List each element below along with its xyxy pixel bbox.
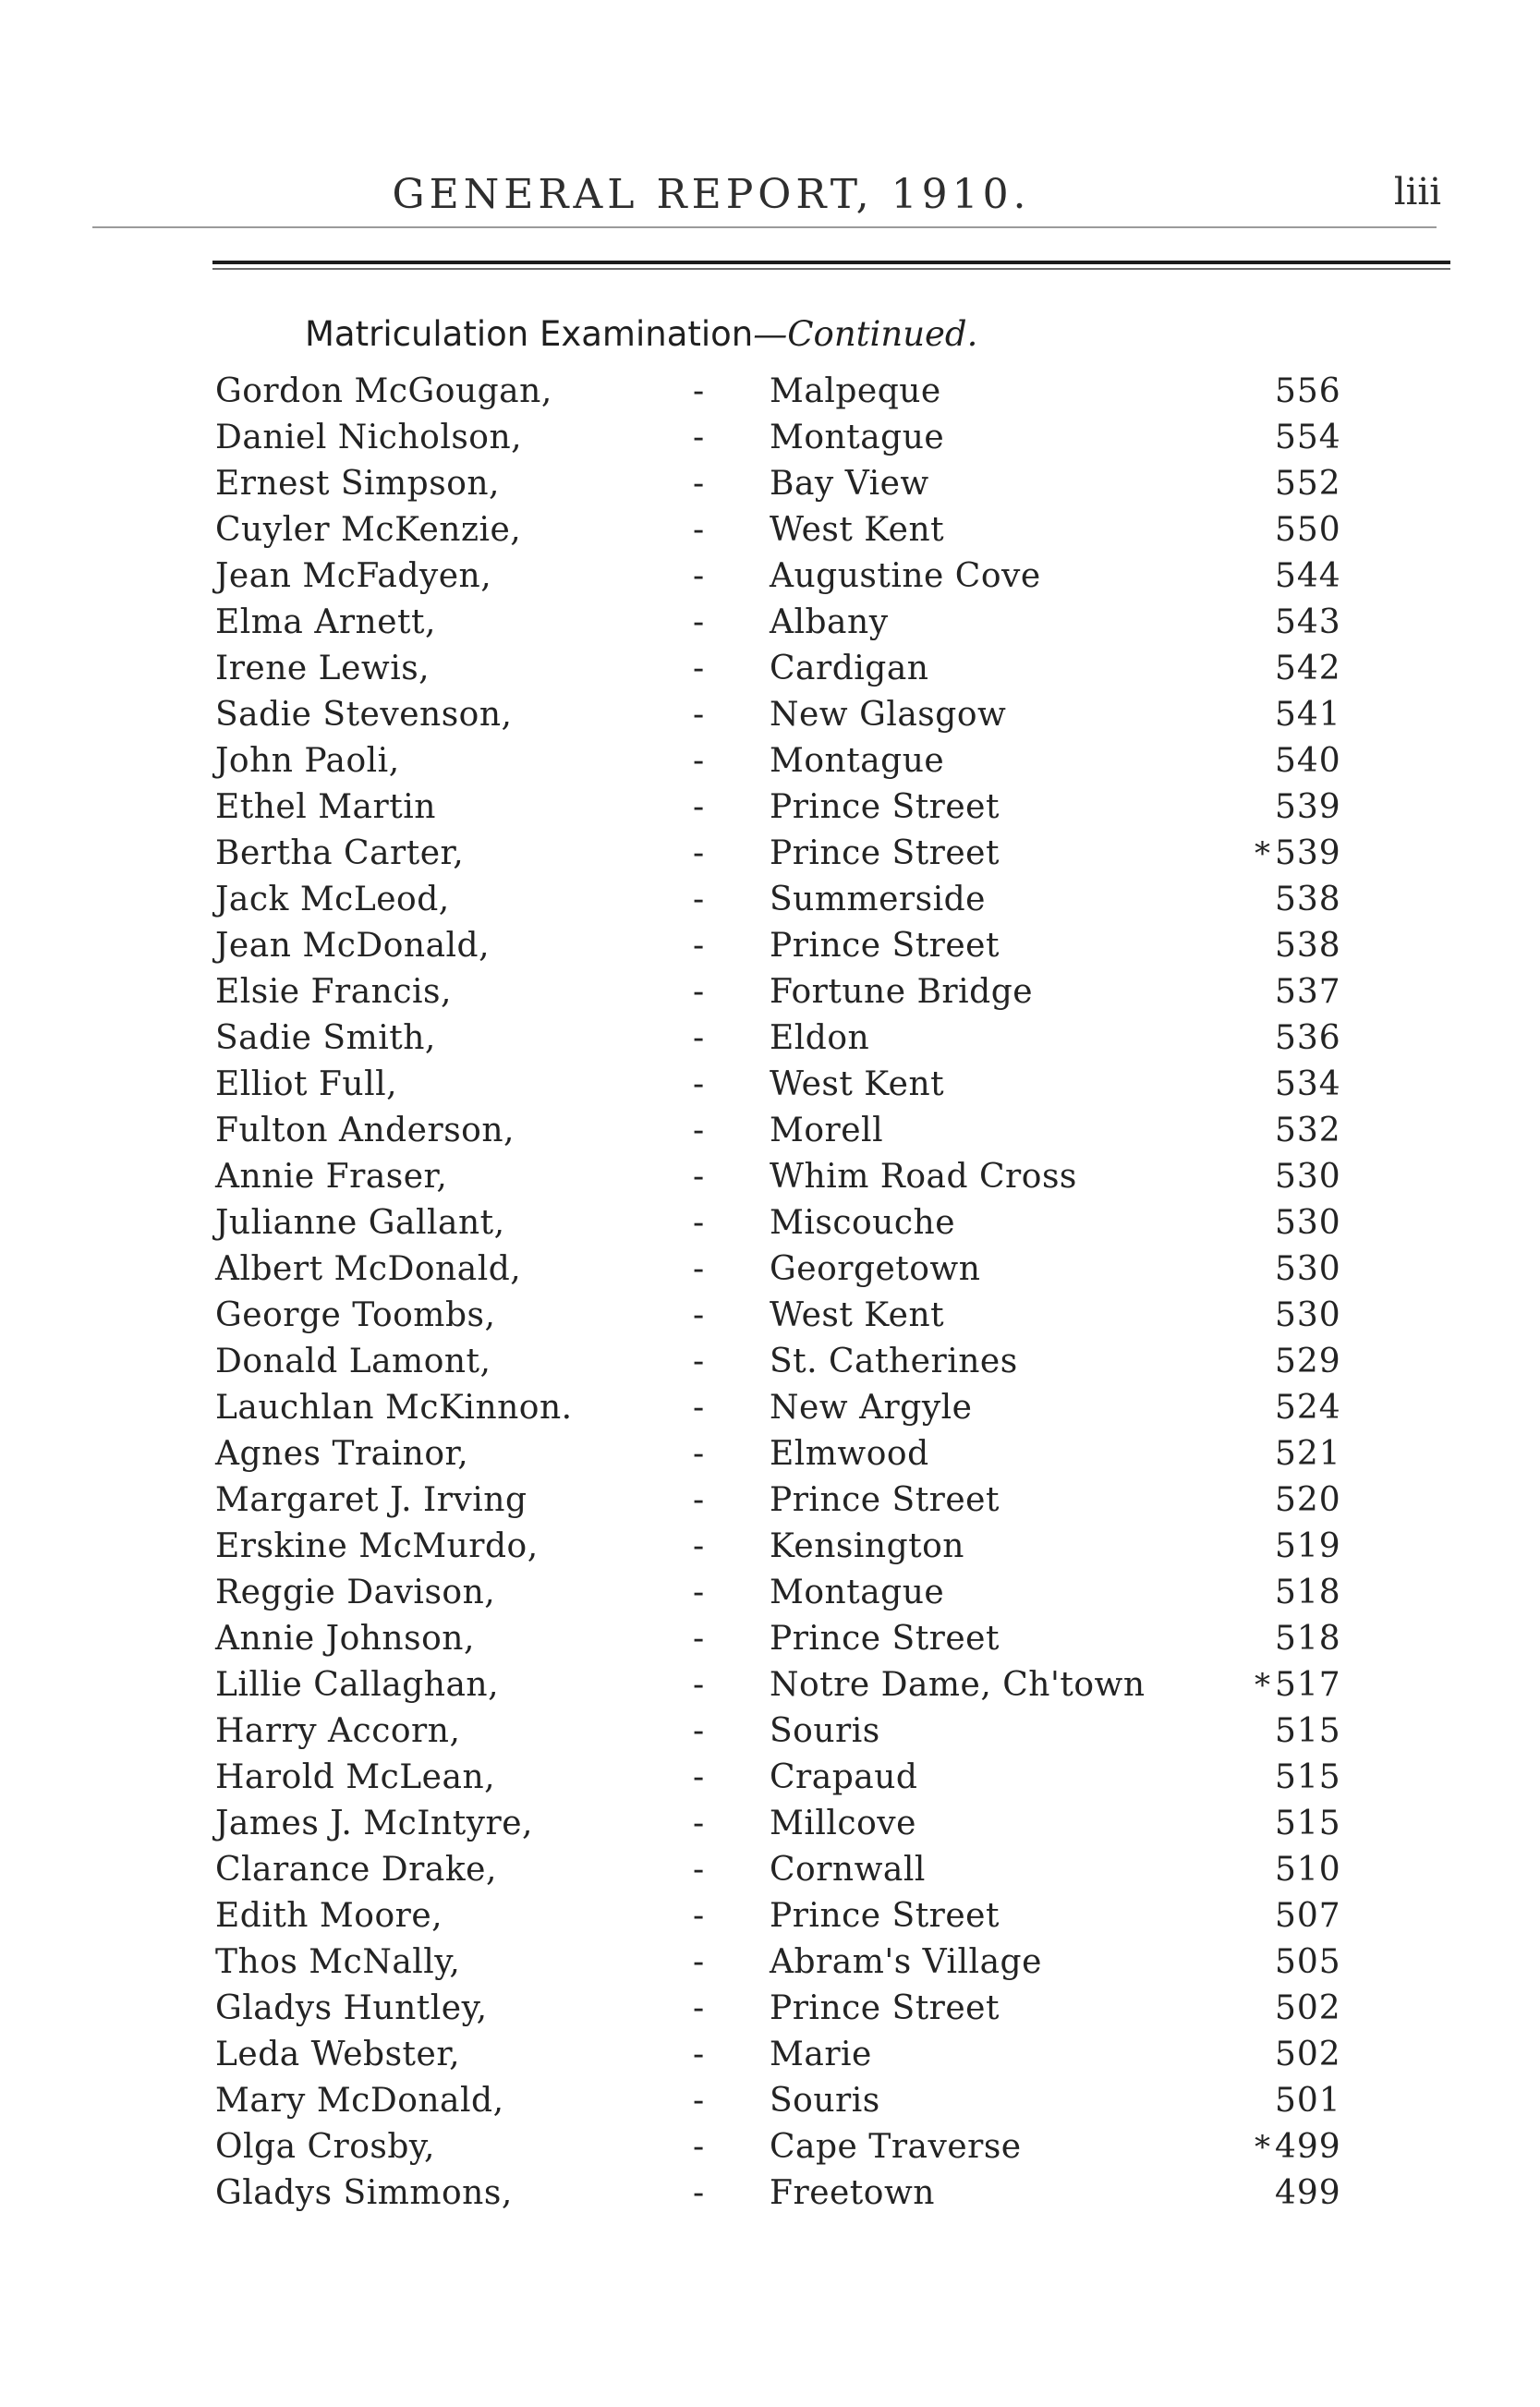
candidate-name: James J. McIntyre,	[215, 1805, 533, 1842]
separator-dash: -	[693, 1481, 705, 1519]
school-location: Albany	[770, 603, 889, 641]
marks-total: 530	[1275, 1204, 1341, 1242]
school-location: West Kent	[770, 511, 945, 549]
school-location: St. Catherines	[770, 1343, 1018, 1380]
marks-total: 537	[1275, 973, 1341, 1011]
marks-total: 550	[1275, 511, 1341, 549]
separator-dash: -	[693, 973, 705, 1011]
separator-dash: -	[693, 1758, 705, 1796]
separator-dash: -	[693, 1112, 705, 1149]
list-item	[0, 2170, 1540, 2217]
marks-total: 532	[1275, 1112, 1341, 1149]
marks-total: 518	[1275, 1574, 1341, 1611]
candidate-name: Lillie Callaghan,	[215, 1666, 500, 1704]
list-item	[0, 831, 1540, 877]
school-location: Montague	[770, 1574, 945, 1611]
school-location: West Kent	[770, 1065, 945, 1103]
list-item	[0, 1154, 1540, 1200]
school-location: Whim Road Cross	[770, 1158, 1077, 1196]
separator-dash: -	[693, 2174, 705, 2212]
list-item	[0, 969, 1540, 1015]
list-item	[0, 1200, 1540, 1246]
candidate-name: George Toombs,	[215, 1296, 496, 1334]
separator-dash: -	[693, 419, 705, 456]
marks-total: 542	[1275, 650, 1341, 687]
marks-total: 502	[1275, 2036, 1341, 2073]
candidate-name: Erskine McMurdo,	[215, 1527, 539, 1565]
list-item	[0, 461, 1540, 507]
separator-dash: -	[693, 1666, 705, 1704]
candidate-name: Gladys Simmons,	[215, 2174, 513, 2212]
separator-dash: -	[693, 1204, 705, 1242]
results-list	[0, 369, 1540, 2217]
candidate-name: Elsie Francis,	[215, 973, 452, 1011]
school-location: Elmwood	[770, 1435, 929, 1473]
school-location: Souris	[770, 1712, 880, 1750]
marks-total: 515	[1275, 1712, 1341, 1750]
list-item	[0, 646, 1540, 692]
separator-dash: -	[693, 1943, 705, 1981]
separator-dash: -	[693, 696, 705, 734]
marks-total: 534	[1275, 1065, 1341, 1103]
list-item	[0, 2078, 1540, 2124]
school-location: Prince Street	[770, 1897, 1000, 1935]
school-location: Cardigan	[770, 650, 929, 687]
list-item	[0, 1847, 1540, 1893]
school-location: Malpeque	[770, 372, 941, 410]
list-item	[0, 1570, 1540, 1616]
separator-dash: -	[693, 1897, 705, 1935]
separator-dash: -	[693, 1158, 705, 1196]
separator-dash: -	[693, 742, 705, 780]
school-location: Prince Street	[770, 927, 1000, 965]
marks-total: 541	[1275, 696, 1341, 734]
list-item	[0, 738, 1540, 784]
candidate-name: Annie Fraser,	[215, 1158, 448, 1196]
school-location: Freetown	[770, 2174, 935, 2212]
running-title: GENERAL REPORT, 1910.	[392, 171, 1031, 218]
marks-total: 501	[1275, 2082, 1341, 2120]
list-item	[0, 1986, 1540, 2032]
candidate-name: Reggie Davison,	[215, 1574, 496, 1611]
marks-total: 499	[1275, 2174, 1341, 2212]
separator-dash: -	[693, 1805, 705, 1842]
candidate-name: Leda Webster,	[215, 2036, 461, 2073]
candidate-name: Elliot Full,	[215, 1065, 398, 1103]
list-item	[0, 1293, 1540, 1339]
school-location: Souris	[770, 2082, 880, 2120]
separator-dash: -	[693, 2082, 705, 2120]
candidate-name: Irene Lewis,	[215, 650, 430, 687]
school-location: Prince Street	[770, 1989, 1000, 2027]
marks-total: 510	[1275, 1851, 1341, 1889]
separator-dash: -	[693, 834, 705, 872]
marks-total: 515	[1275, 1805, 1341, 1842]
section-heading-main: Matriculation Examination	[305, 314, 754, 354]
school-location: Prince Street	[770, 1620, 1000, 1658]
list-item	[0, 1616, 1540, 1662]
separator-dash: -	[693, 511, 705, 549]
separator-dash: -	[693, 2036, 705, 2073]
candidate-name: Ernest Simpson,	[215, 465, 500, 503]
candidate-name: John Paoli,	[215, 742, 400, 780]
separator-dash: -	[693, 2128, 705, 2166]
marks-total: 540	[1275, 742, 1341, 780]
separator-dash: -	[693, 881, 705, 918]
candidate-name: Bertha Carter,	[215, 834, 465, 872]
separator-dash: -	[693, 927, 705, 965]
separator-dash: -	[693, 1851, 705, 1889]
marks-total: 554	[1275, 419, 1341, 456]
candidate-name: Fulton Anderson,	[215, 1112, 515, 1149]
section-heading-suffix: —Continued.	[753, 314, 978, 354]
separator-dash: -	[693, 650, 705, 687]
list-item	[0, 600, 1540, 646]
asterisk-mark: *	[1255, 2129, 1270, 2166]
candidate-name: Agnes Trainor,	[215, 1435, 469, 1473]
school-location: Prince Street	[770, 834, 1000, 872]
list-item	[0, 923, 1540, 969]
candidate-name: Margaret J. Irving	[215, 1481, 527, 1519]
school-location: Bay View	[770, 465, 929, 503]
marks-total: 502	[1275, 1989, 1341, 2027]
list-item	[0, 1431, 1540, 1477]
candidate-name: Annie Johnson,	[215, 1620, 475, 1658]
running-head	[296, 171, 1441, 226]
list-item	[0, 1708, 1540, 1755]
separator-dash: -	[693, 1250, 705, 1288]
list-item	[0, 369, 1540, 415]
list-item	[0, 2124, 1540, 2170]
marks-total: 556	[1275, 372, 1341, 410]
school-location: New Glasgow	[770, 696, 1007, 734]
candidate-name: Julianne Gallant,	[215, 1204, 505, 1242]
list-item	[0, 1893, 1540, 1939]
school-location: Millcove	[770, 1805, 916, 1842]
school-location: Prince Street	[770, 1481, 1000, 1519]
school-location: Crapaud	[770, 1758, 918, 1796]
candidate-name: Sadie Stevenson,	[215, 696, 513, 734]
marks-total: 538	[1275, 927, 1341, 965]
list-item	[0, 1939, 1540, 1986]
separator-dash: -	[693, 1620, 705, 1658]
candidate-name: Harry Accorn,	[215, 1712, 461, 1750]
school-location: West Kent	[770, 1296, 945, 1334]
candidate-name: Sadie Smith,	[215, 1019, 436, 1057]
asterisk-mark: *	[1255, 1667, 1270, 1704]
marks-total: 519	[1275, 1527, 1341, 1565]
marks-total: 515	[1275, 1758, 1341, 1796]
marks-total: 530	[1275, 1296, 1341, 1334]
marks-total: 517	[1275, 1666, 1341, 1704]
section-heading	[305, 314, 977, 354]
school-location: Abram's Village	[770, 1943, 1042, 1981]
marks-total: 543	[1275, 603, 1341, 641]
marks-total: 524	[1275, 1389, 1341, 1427]
asterisk-mark: *	[1255, 835, 1270, 872]
marks-total: 544	[1275, 557, 1341, 595]
marks-total: 539	[1275, 788, 1341, 826]
marks-total: 507	[1275, 1897, 1341, 1935]
separator-dash: -	[693, 1019, 705, 1057]
separator-dash: -	[693, 1712, 705, 1750]
school-location: Fortune Bridge	[770, 973, 1034, 1011]
page-number: liii	[1393, 171, 1441, 213]
list-item	[0, 1246, 1540, 1293]
school-location: Notre Dame, Ch'town	[770, 1666, 1146, 1704]
marks-total: 499	[1275, 2128, 1341, 2166]
list-item	[0, 553, 1540, 600]
marks-total: 536	[1275, 1019, 1341, 1057]
school-location: Montague	[770, 419, 945, 456]
header-rule-thick	[212, 261, 1450, 264]
separator-dash: -	[693, 1296, 705, 1334]
candidate-name: Olga Crosby,	[215, 2128, 435, 2166]
separator-dash: -	[693, 1527, 705, 1565]
candidate-name: Lauchlan McKinnon.	[215, 1389, 573, 1427]
school-location: Cape Traverse	[770, 2128, 1022, 2166]
school-location: Summerside	[770, 881, 986, 918]
header-rule-thin	[92, 226, 1437, 228]
list-item	[0, 1662, 1540, 1708]
marks-total: 538	[1275, 881, 1341, 918]
list-item	[0, 784, 1540, 831]
candidate-name: Donald Lamont,	[215, 1343, 491, 1380]
list-item	[0, 1108, 1540, 1154]
header-rule-underline	[212, 268, 1450, 270]
separator-dash: -	[693, 1343, 705, 1380]
candidate-name: Clarance Drake,	[215, 1851, 497, 1889]
separator-dash: -	[693, 557, 705, 595]
candidate-name: Gladys Huntley,	[215, 1989, 488, 2027]
candidate-name: Cuyler McKenzie,	[215, 511, 522, 549]
candidate-name: Elma Arnett,	[215, 603, 436, 641]
school-location: Georgetown	[770, 1250, 981, 1288]
marks-total: 520	[1275, 1481, 1341, 1519]
list-item	[0, 507, 1540, 553]
school-location: Montague	[770, 742, 945, 780]
candidate-name: Jean McDonald,	[215, 927, 491, 965]
marks-total: 521	[1275, 1435, 1341, 1473]
marks-total: 518	[1275, 1620, 1341, 1658]
separator-dash: -	[693, 1989, 705, 2027]
list-item	[0, 1015, 1540, 1062]
candidate-name: Harold McLean,	[215, 1758, 496, 1796]
separator-dash: -	[693, 1435, 705, 1473]
marks-total: 530	[1275, 1158, 1341, 1196]
candidate-name: Gordon McGougan,	[215, 372, 552, 410]
list-item	[0, 2032, 1540, 2078]
marks-total: 529	[1275, 1343, 1341, 1380]
candidate-name: Jean McFadyen,	[215, 557, 492, 595]
separator-dash: -	[693, 1574, 705, 1611]
school-location: New Argyle	[770, 1389, 973, 1427]
candidate-name: Daniel Nicholson,	[215, 419, 523, 456]
candidate-name: Jack McLeod,	[215, 881, 450, 918]
list-item	[0, 1755, 1540, 1801]
candidate-name: Thos McNally,	[215, 1943, 461, 1981]
separator-dash: -	[693, 788, 705, 826]
candidate-name: Albert McDonald,	[215, 1250, 522, 1288]
list-item	[0, 1385, 1540, 1431]
separator-dash: -	[693, 1065, 705, 1103]
list-item	[0, 1062, 1540, 1108]
list-item	[0, 877, 1540, 923]
list-item	[0, 1477, 1540, 1524]
marks-total: 530	[1275, 1250, 1341, 1288]
separator-dash: -	[693, 1389, 705, 1427]
school-location: Eldon	[770, 1019, 870, 1057]
list-item	[0, 1524, 1540, 1570]
candidate-name: Edith Moore,	[215, 1897, 443, 1935]
marks-total: 539	[1275, 834, 1341, 872]
school-location: Kensington	[770, 1527, 964, 1565]
separator-dash: -	[693, 603, 705, 641]
school-location: Augustine Cove	[770, 557, 1041, 595]
candidate-name: Ethel Martin	[215, 788, 436, 826]
candidate-name: Mary McDonald,	[215, 2082, 504, 2120]
list-item	[0, 1801, 1540, 1847]
marks-total: 505	[1275, 1943, 1341, 1981]
school-location: Prince Street	[770, 788, 1000, 826]
school-location: Cornwall	[770, 1851, 926, 1889]
school-location: Morell	[770, 1112, 884, 1149]
separator-dash: -	[693, 372, 705, 410]
marks-total: 552	[1275, 465, 1341, 503]
list-item	[0, 692, 1540, 738]
school-location: Miscouche	[770, 1204, 956, 1242]
separator-dash: -	[693, 465, 705, 503]
school-location: Marie	[770, 2036, 872, 2073]
list-item	[0, 1339, 1540, 1385]
list-item	[0, 415, 1540, 461]
